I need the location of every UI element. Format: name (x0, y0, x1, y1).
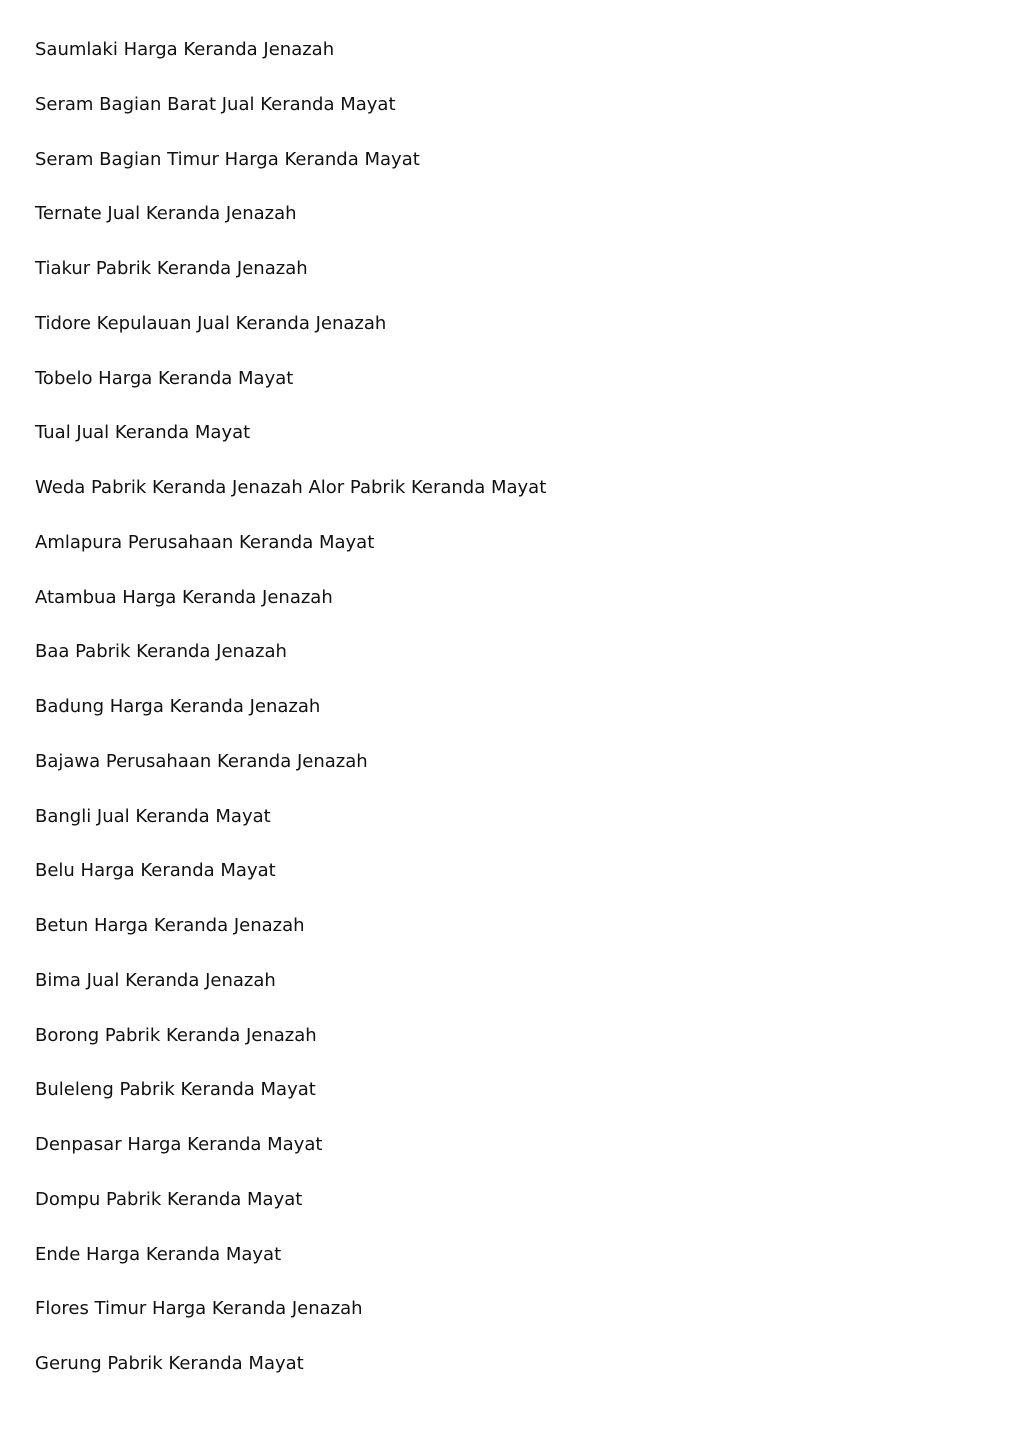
text-line: Baa Pabrik Keranda Jenazah (35, 641, 287, 663)
text-line: Buleleng Pabrik Keranda Mayat (35, 1079, 316, 1101)
text-line: Betun Harga Keranda Jenazah (35, 915, 305, 936)
text-line: Tidore Kepulauan Jual Keranda Jenazah (35, 312, 387, 334)
text-line: Seram Bagian Timur Harga Keranda Mayat (35, 148, 420, 170)
text-line: Bajawa Perusahaan Keranda Jenazah (35, 750, 368, 772)
text-line: Weda Pabrik Keranda Jenazah Alor Pabrik Keranda Mayat (35, 477, 547, 498)
text-line: Belu Harga Keranda Mayat (35, 860, 276, 882)
text-line: Badung Harga Keranda Jenazah (35, 696, 321, 717)
text-line: Seram Bagian Barat Jual Keranda Mayat (35, 93, 396, 115)
text-line: Tiakur Pabrik Keranda Jenazah (35, 258, 308, 279)
text-line: Ternate Jual Keranda Jenazah (35, 203, 297, 225)
text-line: Borong Pabrik Keranda Jenazah (35, 1024, 317, 1046)
text-line: Tual Jual Keranda Mayat (35, 422, 251, 444)
text-line: Gerung Pabrik Keranda Mayat (35, 1353, 304, 1374)
text-line: Atambua Harga Keranda Jenazah (35, 586, 333, 608)
text-line: Amlapura Perusahaan Keranda Mayat (35, 531, 375, 553)
text-line-list (35, 37, 546, 1406)
text-line: Denpasar Harga Keranda Mayat (35, 1134, 323, 1155)
text-line: Tobelo Harga Keranda Mayat (35, 367, 294, 389)
text-line: Bangli Jual Keranda Mayat (35, 805, 271, 827)
text-line: Flores Timur Harga Keranda Jenazah (35, 1298, 363, 1320)
text-line: Bima Jual Keranda Jenazah (35, 969, 276, 991)
text-line: Ende Harga Keranda Mayat (35, 1243, 282, 1265)
text-line: Dompu Pabrik Keranda Mayat (35, 1188, 303, 1210)
text-line: Saumlaki Harga Keranda Jenazah (35, 39, 335, 60)
